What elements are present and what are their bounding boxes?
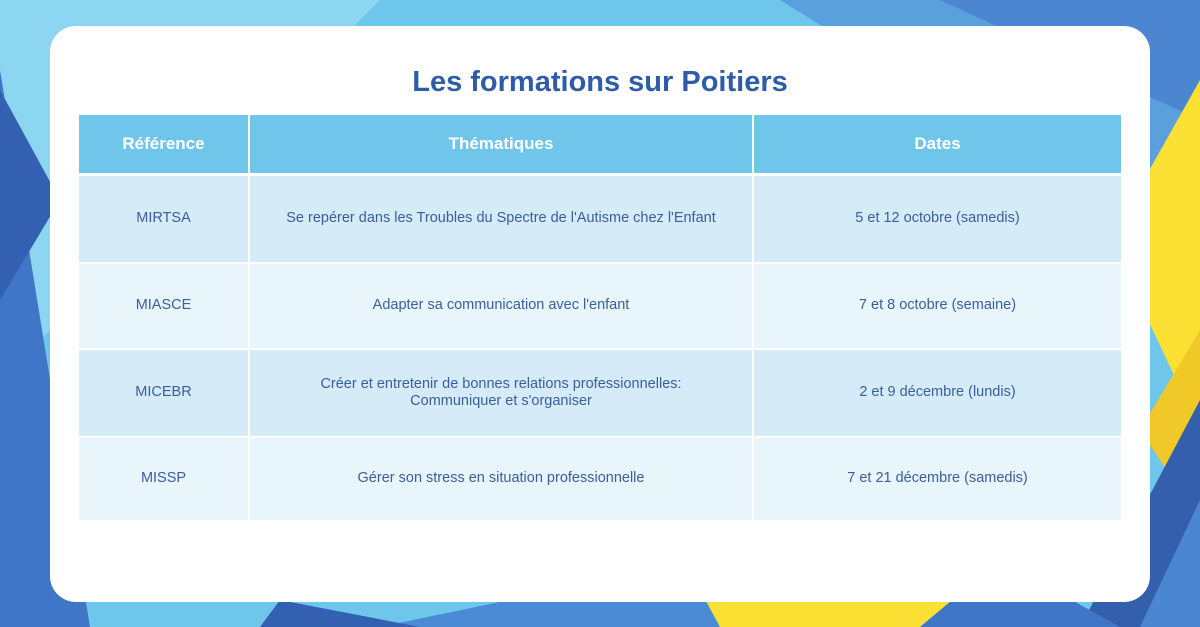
cell-thematique — [249, 349, 753, 437]
table-row — [79, 175, 1121, 263]
formations-table — [79, 115, 1121, 522]
cell-dates: 7 et 21 décembre (samedis) — [753, 437, 1121, 521]
content-card — [50, 26, 1150, 602]
cell-reference: MIASCE — [79, 263, 249, 349]
cell-dates: 5 et 12 octobre (samedis) — [753, 175, 1121, 263]
header-dates: Dates — [753, 115, 1121, 175]
table-row — [79, 437, 1121, 521]
thematique-line: Communiquer et s'organiser — [410, 392, 592, 409]
cell-reference: MISSP — [79, 437, 249, 521]
thematique-line: Créer et entretenir de bonnes relations professionnelles: — [320, 375, 682, 392]
cell-reference: MIRTSA — [79, 175, 249, 263]
cell-thematique: Adapter sa communication avec l'enfant — [249, 263, 753, 349]
header-reference: Référence — [79, 115, 249, 175]
cell-dates: 2 et 9 décembre (lundis) — [753, 349, 1121, 437]
table-header-row — [79, 115, 1121, 175]
cell-thematique: Gérer son stress en situation professionnelle — [249, 437, 753, 521]
header-thematiques: Thématiques — [249, 115, 753, 175]
page-title: Les formations sur Poitiers — [412, 66, 788, 98]
cell-reference: MICEBR — [79, 349, 249, 437]
table-row — [79, 349, 1121, 437]
cell-dates: 7 et 8 octobre (semaine) — [753, 263, 1121, 349]
cell-thematique: Se repérer dans les Troubles du Spectre de l'Autisme chez l'Enfant — [249, 175, 753, 263]
table-row — [79, 263, 1121, 349]
